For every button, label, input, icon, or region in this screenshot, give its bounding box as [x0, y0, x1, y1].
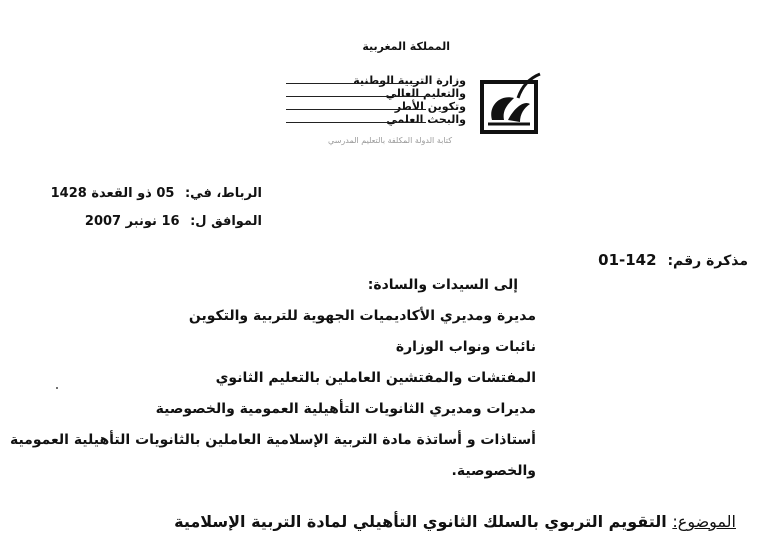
kingdom-heading: المملكة المغربية	[362, 40, 450, 53]
ministry-name-line: وزارة التربية الوطنية	[286, 74, 466, 87]
ministry-name-line: وتكوين الأطر	[286, 100, 466, 113]
ministry-name-block	[286, 74, 466, 126]
place-label: الرباط، في:	[184, 186, 262, 201]
place-date-block	[51, 180, 262, 236]
place-date-value: 05 ذو القعدة 1428	[50, 186, 175, 201]
recipient-line: نائبات ونواب الوزارة	[395, 339, 536, 355]
subject-label: الموضوع:	[672, 512, 736, 531]
recipient-line: والخصوصية.	[451, 463, 536, 479]
ministry-name-line: والبحث العلمي	[286, 113, 466, 126]
ministry-name-line: والتعليم العالي	[286, 87, 466, 100]
subject-line	[168, 512, 736, 531]
memo-number-label: مذكرة رقم:	[667, 253, 748, 269]
recipient-line: المفتشات والمفتشين العاملين بالتعليم الثانوي	[215, 370, 536, 386]
place-line	[51, 180, 262, 208]
ministry-logo-icon	[478, 70, 544, 136]
corresponding-label: الموافق ل:	[190, 214, 262, 229]
corresponding-line	[51, 208, 262, 236]
memo-number-line	[598, 251, 748, 269]
corresponding-date-value: 16 نونبر 2007	[84, 214, 180, 229]
scan-speck	[56, 387, 58, 389]
recipient-line: مديرات ومديري الثانويات التأهيلية العمومية والخصوصية	[155, 401, 536, 417]
recipient-line: مديرة ومديري الأكاديميات الجهوية للتربية والتكوين	[188, 308, 536, 324]
subject-text: التقويم التربوي بالسلك الثانوي التأهيلي لمادة التربية الإسلامية	[174, 512, 667, 531]
recipients-block	[9, 270, 536, 487]
recipient-line: أستاذات و أساتذة مادة التربية الإسلامية العاملين بالثانويات التأهيلية العمومية	[9, 432, 536, 448]
recipients-intro: إلى السيدات والسادة:	[367, 277, 518, 293]
secretariat-caption: كتابة الدولة المكلفة بالتعليم المدرسي	[328, 136, 452, 145]
memo-number-value: 01-142	[598, 251, 657, 269]
